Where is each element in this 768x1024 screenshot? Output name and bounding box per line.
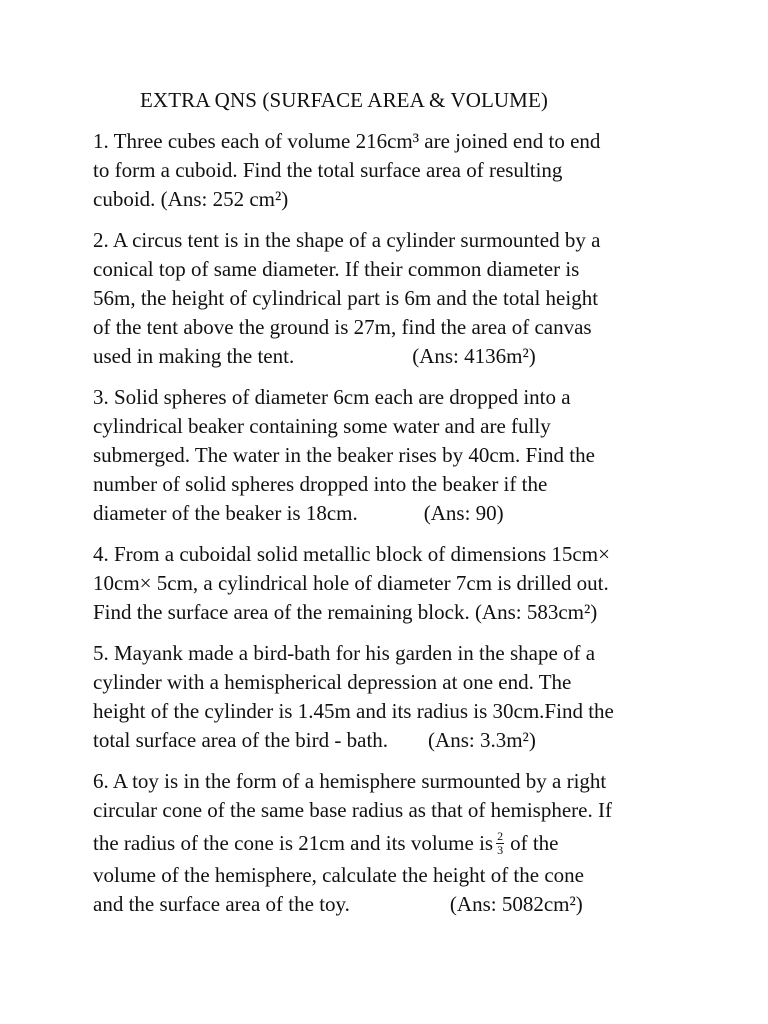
question-line: 56m, the height of cylindrical part is 6m and the total height bbox=[93, 286, 599, 310]
question-line: submerged. The water in the beaker rises by 40cm. Find the bbox=[93, 443, 595, 467]
question-line-with-fraction bbox=[93, 825, 678, 861]
fraction-denominator: 3 bbox=[497, 842, 504, 857]
question-5 bbox=[93, 639, 678, 755]
question-line: of the tent above the ground is 27m, find the area of canvas bbox=[93, 315, 592, 339]
question-6 bbox=[93, 767, 678, 919]
question-line: height of the cylinder is 1.45m and its radius is 30cm.Find the bbox=[93, 699, 614, 723]
question-text: total surface area of the bird - bath. bbox=[93, 728, 389, 752]
question-line: 5. Mayank made a bird-bath for his garden in the shape of a bbox=[93, 641, 596, 665]
question-text: and the surface area of the toy. bbox=[93, 892, 350, 916]
question-line: number of solid spheres dropped into the beaker if the bbox=[93, 472, 548, 496]
question-4 bbox=[93, 540, 678, 627]
question-text: used in making the tent. bbox=[93, 344, 295, 368]
question-text: diameter of the beaker is 18cm. bbox=[93, 501, 358, 525]
answer-text: (Ans: 4136m²) bbox=[412, 344, 536, 368]
fraction bbox=[496, 830, 504, 857]
question-line: 1. Three cubes each of volume 216cm³ are joined end to end bbox=[93, 129, 601, 153]
question-text: the radius of the cone is 21cm and its volume is bbox=[93, 831, 494, 855]
question-line-with-answer bbox=[93, 726, 678, 755]
question-line: 2. A circus tent is in the shape of a cylinder surmounted by a bbox=[93, 228, 601, 252]
question-line: 10cm× 5cm, a cylindrical hole of diameter 7cm is drilled out. bbox=[93, 571, 609, 595]
question-line: to form a cuboid. Find the total surface area of resulting bbox=[93, 158, 563, 182]
fraction-numerator: 2 bbox=[497, 828, 504, 843]
question-line: volume of the hemisphere, calculate the height of the cone bbox=[93, 863, 584, 887]
answer-text: (Ans: 3.3m²) bbox=[428, 728, 536, 752]
question-line: cylinder with a hemispherical depression at one end. The bbox=[93, 670, 572, 694]
question-line: 4. From a cuboidal solid metallic block of dimensions 15cm× bbox=[93, 542, 610, 566]
answer-text: (Ans: 5082cm²) bbox=[449, 892, 583, 916]
question-3 bbox=[93, 383, 678, 528]
question-text: of the bbox=[510, 831, 559, 855]
answer-text: (Ans: 90) bbox=[423, 501, 504, 525]
question-line: cuboid. (Ans: 252 cm²) bbox=[93, 187, 289, 211]
question-line-with-answer bbox=[93, 890, 678, 919]
page-title: EXTRA QNS (SURFACE AREA & VOLUME) bbox=[140, 88, 548, 112]
question-line: Find the surface area of the remaining block. (Ans: 583cm²) bbox=[93, 600, 598, 624]
question-line: cylindrical beaker containing some water and are fully bbox=[93, 414, 551, 438]
question-line: conical top of same diameter. If their common diameter is bbox=[93, 257, 580, 281]
question-line: 6. A toy is in the form of a hemisphere surmounted by a right bbox=[93, 769, 607, 793]
question-1 bbox=[93, 127, 678, 214]
question-line-with-answer bbox=[93, 342, 678, 371]
question-2 bbox=[93, 226, 678, 371]
question-line: circular cone of the same base radius as that of hemisphere. If bbox=[93, 798, 612, 822]
question-line-with-answer bbox=[93, 499, 678, 528]
question-line: 3. Solid spheres of diameter 6cm each are dropped into a bbox=[93, 385, 571, 409]
